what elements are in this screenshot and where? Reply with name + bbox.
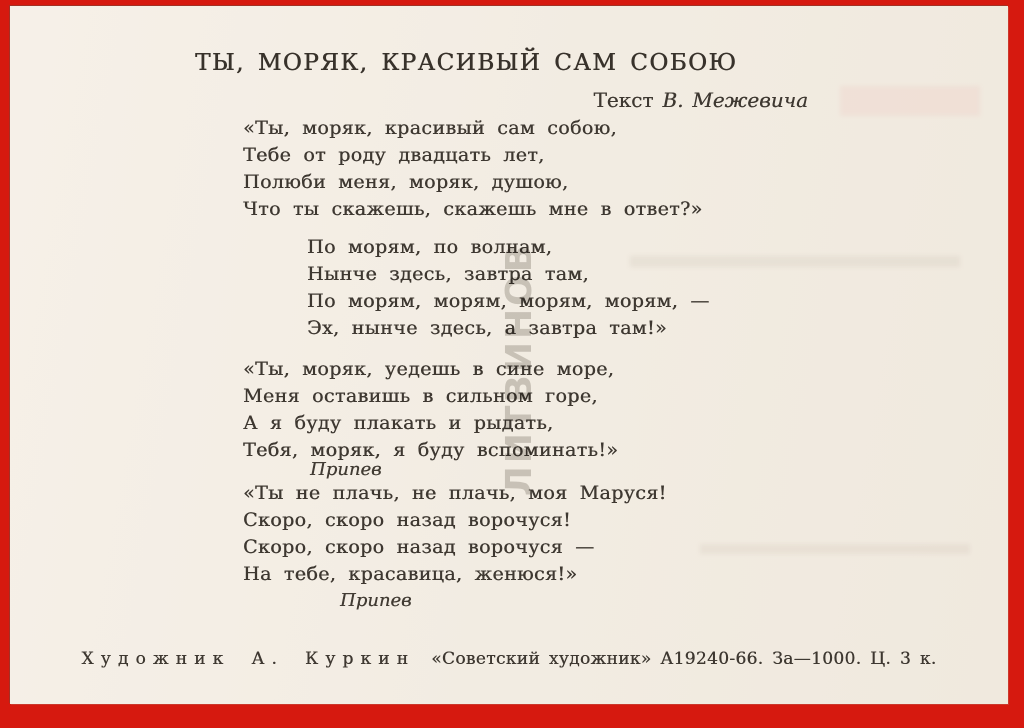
scan-showthrough-streak [700, 544, 970, 554]
poem-line: Тебя, моряк, я буду вспоминать!» [243, 439, 619, 461]
poem-line: Скоро, скоро назад ворочуся — [243, 536, 595, 558]
poem-line: По морям, морям, морям, морям, — [307, 290, 710, 312]
poem-line: На тебе, красавица, женюся!» [243, 563, 578, 585]
verse-2 [243, 356, 618, 464]
postcard-back [10, 6, 1008, 704]
chorus-label-2: Припев [340, 590, 412, 611]
poem-line: «Ты не плачь, не плачь, моя Маруся! [243, 482, 667, 504]
poem-line: Что ты скажешь, скажешь мне в ответ?» [243, 198, 703, 220]
publisher-credit: «Советский художник» А19240-66. За—1000. Ц. 3 к. [431, 649, 937, 669]
artist-credit: Художник А. Куркин [81, 649, 416, 669]
poem-line: «Ты, моряк, красивый сам собою, [243, 117, 617, 139]
verse-1 [243, 115, 703, 223]
imprint-line [10, 649, 1008, 669]
poem-line: Тебе от роду двадцать лет, [243, 144, 545, 166]
poem-line: Полюби меня, моряк, душою, [243, 171, 569, 193]
chorus [307, 234, 710, 342]
poem-line: А я буду плакать и рыдать, [243, 412, 554, 434]
poem-line: Эх, нынче здесь, а завтра там!» [307, 317, 667, 339]
byline-prefix: Текст [593, 88, 654, 112]
chorus-label-1: Припев [310, 459, 382, 480]
verse-3 [243, 480, 667, 588]
poem-line: «Ты, моряк, уедешь в сине море, [243, 358, 615, 380]
scan-tint-patch [840, 86, 980, 116]
byline [593, 88, 808, 112]
poem-line: Меня оставишь в сильном горе, [243, 385, 598, 407]
poem-line: Скоро, скоро назад ворочуся! [243, 509, 572, 531]
poem-line: По морям, по волнам, [307, 236, 553, 258]
poem-line: Нынче здесь, завтра там, [307, 263, 589, 285]
song-title: ТЫ, МОРЯК, КРАСИВЫЙ САМ СОБОЮ [195, 50, 738, 76]
byline-author: В. Межевича [662, 88, 808, 112]
watermark-text: ЛИТВИНОВ [499, 241, 540, 497]
